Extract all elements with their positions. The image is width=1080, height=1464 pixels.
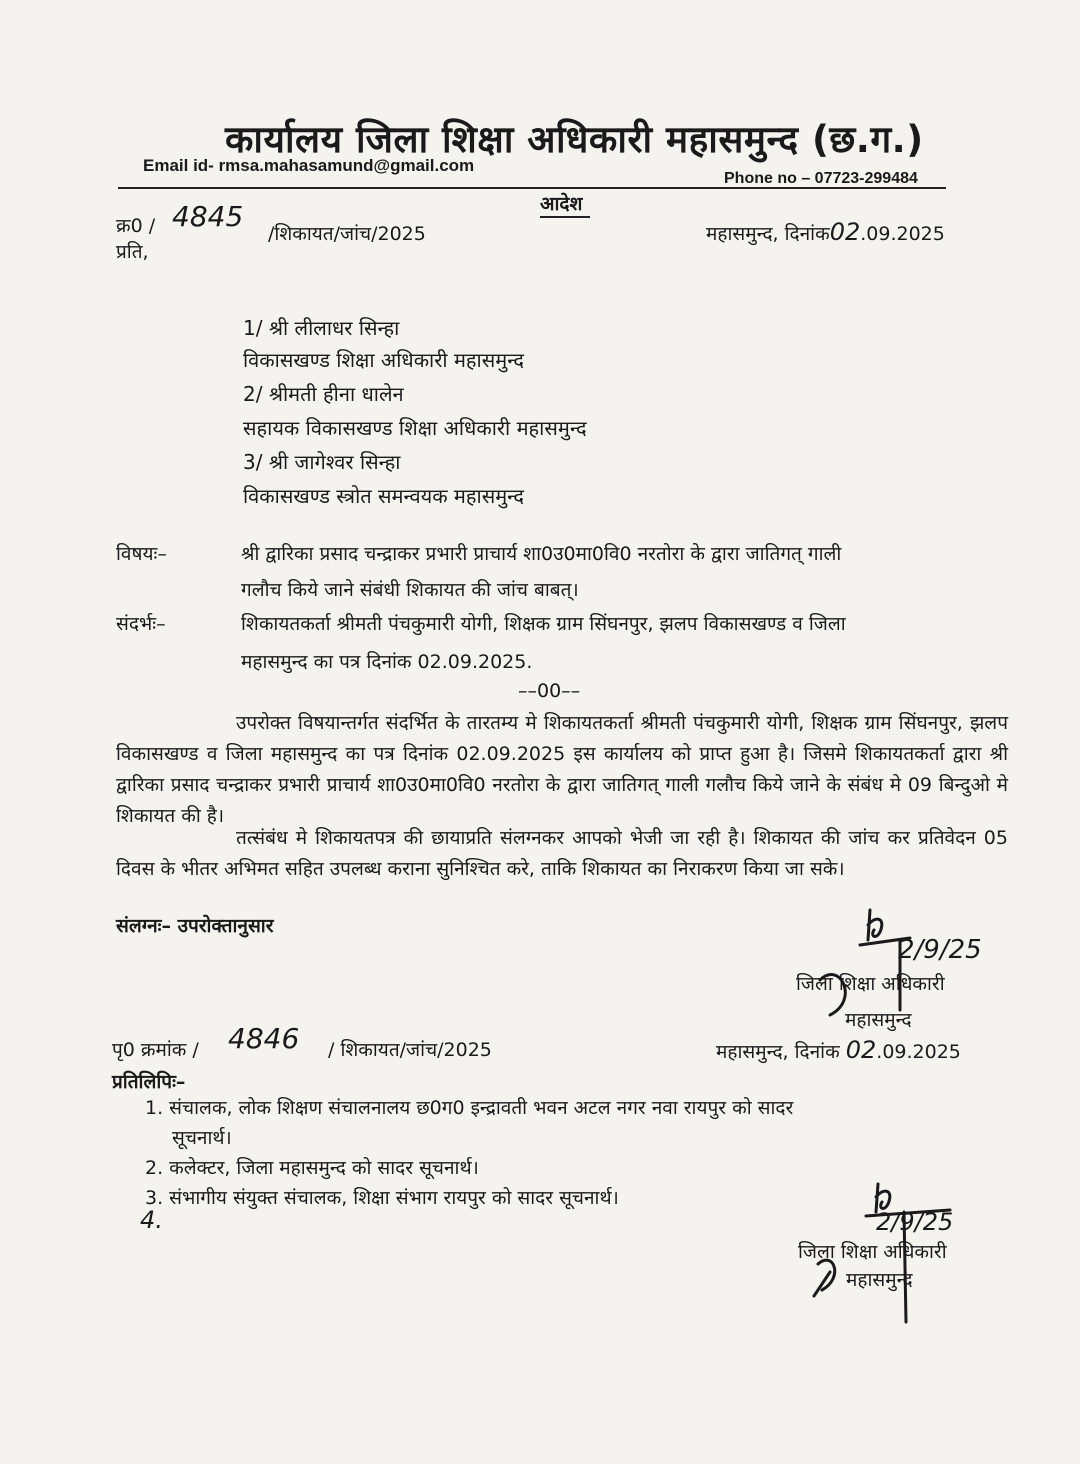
order-number-prefix: क्र0 / [116, 215, 156, 237]
signature-1-handwritten-date: 2/9/25 [898, 935, 982, 965]
endorsement-date-prefix: महासमुन्द, दिनांक [716, 1041, 840, 1063]
signature-2-place: महासमुन्द [846, 1269, 913, 1291]
subject-line-1: श्री द्वारिका प्रसाद चन्द्राकर प्रभारी प्राचार्य शा0उ0मा0वि0 नरतोरा के द्वारा जातिगत् गाली [241, 543, 842, 565]
signature-1-designation: जिला शिक्षा अधिकारी [796, 973, 945, 995]
subject-line-2: गलौच किये जाने संबंधी शिकायत की जांच बाबत्। [241, 579, 579, 601]
copy-item-2: 2. कलेक्टर, जिला महासमुन्द को सादर सूचनार्थ। [145, 1157, 479, 1179]
office-title: कार्यालय जिला शिक्षा अधिकारी महासमुन्द (छ.ग.) [225, 118, 924, 161]
recipient-2-title: सहायक विकासखण्ड शिक्षा अधिकारी महासमुन्द [243, 416, 587, 440]
endorsement-number-handwritten: 4846 [228, 1022, 300, 1055]
header-rule [118, 187, 946, 189]
order-date-rest: .09.2025 [860, 223, 945, 245]
copy-item-3: 3. संभागीय संयुक्त संचालक, शिक्षा संभाग रायपुर को सादर सूचनार्थ। [145, 1187, 619, 1209]
order-number-suffix: /शिकायत/जांच/2025 [268, 223, 426, 245]
body-paragraph-1: उपरोक्त विषयान्तर्गत संदर्भित के तारतम्य मे शिकायतकर्ता श्रीमती पंचकुमारी योगी, शिक्षक ग्राम सिंघनपुर, झलप विकासखण्ड व जिला महासमुन्द का पत्र दिनांक 02.09.2025 इस कार्यालय को प्राप्त हुआ है। जिसमे शिकायतकर्ता द्वारा श्री द्वारिका प्रसाद चन्द्राकर प्रभारी प्राचार्य शा0उ0मा0वि0 नरतोरा के द्वारा जातिगत् गाली गलौच किये जाने के संबंध मे 09 बिन्दुओ मे शिकायत की है। [116, 712, 1008, 827]
copy-item-1-line-1: 1. संचालक, लोक शिक्षण संचालनालय छ0ग0 इन्द्रावती भवन अटल नगर नवा रायपुर को सादर [145, 1097, 794, 1119]
endorsement-date-day-handwritten: 02 [845, 1036, 877, 1064]
order-place-date [706, 218, 945, 246]
office-phone: Phone no – 07723-299484 [724, 170, 918, 187]
endorsement-number-prefix: पृ0 क्रमांक / [112, 1039, 199, 1061]
recipient-3-name: 3/ श्री जागेश्वर सिन्हा [243, 450, 401, 474]
copy-item-1-line-2: सूचनार्थ। [172, 1127, 232, 1149]
to-label: प्रति, [116, 241, 149, 263]
copy-item-4-handwritten: 4. [140, 1206, 163, 1234]
endorsement-date-rest: .09.2025 [876, 1041, 961, 1063]
enclosure-note: संलग्नः– उपरोक्तानुसार [116, 915, 274, 937]
order-heading-underline [540, 216, 590, 218]
recipient-1-name: 1/ श्री लीलाधर सिन्हा [243, 316, 400, 340]
subject-label: विषयः– [116, 543, 167, 565]
signature-1-place: महासमुन्द [845, 1009, 912, 1031]
order-number-handwritten: 4845 [172, 200, 244, 233]
recipient-2-name: 2/ श्रीमती हीना धालेन [243, 382, 404, 406]
signature-2-handwritten-date: 2/9/25 [876, 1208, 954, 1236]
body-paragraph-2: तत्संबंध मे शिकायतपत्र की छायाप्रति संलग्नकर आपको भेजी जा रही है। शिकायत की जांच कर प्रतिवेदन 05 दिवस के भीतर अभिमत सहित उपलब्ध कराना सुनिश्चित करे, ताकि शिकायत का निराकरण किया जा सके। [116, 827, 1008, 880]
recipient-3-title: विकासखण्ड स्त्रोत समन्वयक महासमुन्द [243, 484, 524, 508]
recipient-1-title: विकासखण्ड शिक्षा अधिकारी महासमुन्द [243, 348, 524, 372]
endorsement-place-date [716, 1036, 961, 1064]
reference-line-2: महासमुन्द का पत्र दिनांक 02.09.2025. [241, 651, 533, 673]
endorsement-number-suffix: / शिकायत/जांच/2025 [328, 1039, 492, 1061]
separator: ––00–– [518, 680, 581, 702]
signature-2-designation: जिला शिक्षा अधिकारी [798, 1241, 947, 1263]
order-date-day-handwritten: 02 [829, 218, 861, 246]
order-heading: आदेश [540, 193, 583, 215]
reference-label: संदर्भः– [116, 613, 166, 635]
reference-line-1: शिकायतकर्ता श्रीमती पंचकुमारी योगी, शिक्षक ग्राम सिंघनपुर, झलप विकासखण्ड व जिला [241, 613, 846, 635]
copy-label: प्रतिलिपिः– [112, 1071, 186, 1093]
order-date-prefix: महासमुन्द, दिनांक [706, 223, 830, 245]
office-email: Email id- rmsa.mahasamund@gmail.com [143, 156, 475, 175]
